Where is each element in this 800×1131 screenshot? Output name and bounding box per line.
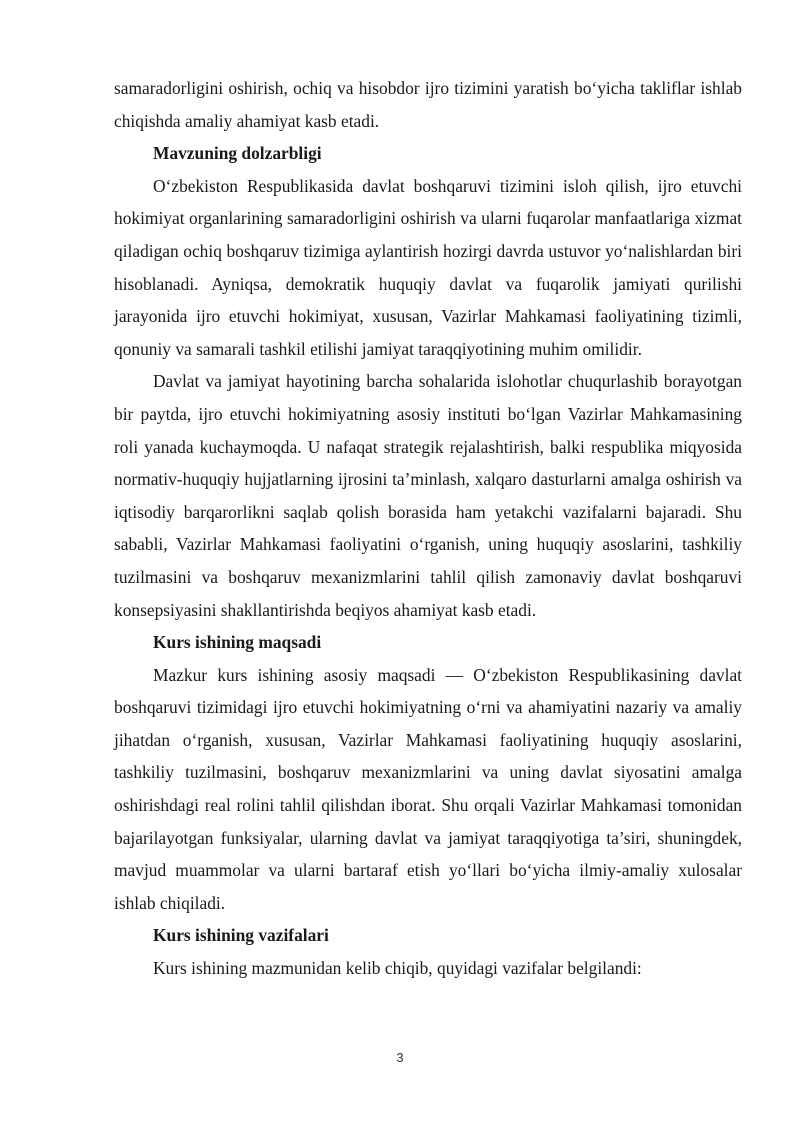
heading-topic-relevance: Mavzuning dolzarbligi <box>153 143 322 164</box>
heading-course-tasks: Kurs ishining vazifalari <box>153 925 329 946</box>
heading-course-goal: Kurs ishining maqsadi <box>153 632 322 653</box>
paragraph-relevance-1: O‘zbekiston Respublikasida davlat boshqaruvi tizimini isloh qilish, ijro etuvchi hokimiyat organlarining samaradorligini oshirish va ularni fuqarolar manfaatlariga xizmat qiladigan ochiq boshqaruv tizimiga aylantirish hozirgi davrda ustuvor yo‘nalishlardan biri hisoblanadi. Ayniqsa, demokratik huquqiy davlat va fuqarolik jamiyati qurilishi jarayonida ijro etuvchi hokimiyat, xususan, Vazirlar Mahkamasi faoliyatining tizimli, qonuniy va samarali tashkil etilishi jamiyat taraqqiyotining muhim omilidir. <box>114 175 742 359</box>
page-number: 3 <box>396 1050 404 1065</box>
paragraph-relevance-2: Davlat va jamiyat hayotining barcha sohalarida islohotlar chuqurlashib borayotgan bir paytda, ijro etuvchi hokimiyatning asosiy instituti bo‘lgan Vazirlar Mahkamasining roli yanada kuchaymoqda. U nafaqat strategik rejalashtirish, balki respublika miqyosida normativ-huquqiy hujjatlarning ijrosini ta’minlash, xalqaro dasturlarni amalga oshirish va iqtisodiy barqarorlikni saqlab qolish borasida ham yetakchi vazifalarni bajaradi. Shu sababli, Vazirlar Mahkamasi faoliyatini o‘rganish, uning huquqiy asoslarini, tashkiliy tuzilmasini va boshqaruv mexanizmlarini tahlil qilish zamonaviy davlat boshqaruvi konsepsiyasini shakllantirishda beqiyos ahamiyat kasb etadi. <box>114 371 742 620</box>
paragraph-course-tasks-intro: Kurs ishining mazmunidan kelib chiqib, quyidagi vazifalar belgilandi: <box>153 958 642 979</box>
paragraph-intro-continuation: samaradorligini oshirish, ochiq va hisobdor ijro tizimini yaratish bo‘yicha takliflar ishlab chiqishda amaliy ahamiyat kasb etadi. <box>114 78 742 131</box>
paragraph-course-goal: Mazkur kurs ishining asosiy maqsadi — O‘zbekiston Respublikasining davlat boshqaruvi tizimidagi ijro etuvchi hokimiyatning o‘rni va ahamiyatini nazariy va amaliy jihatdan o‘rganish, xususan, Vazirlar Mahkamasi faoliyatining huquqiy asoslarini, tashkiliy tuzilmasini, boshqaruv mexanizmlarini va uning davlat siyosatini amalga oshirishdagi real rolini tahlil qilishdan iborat. Shu orqali Vazirlar Mahkamasi tomonidan bajarilayotgan funksiyalar, ularning davlat va jamiyat taraqqiyotiga ta’siri, shuningdek, mavjud muammolar va ularni bartaraf etish yo‘llari bo‘yicha ilmiy-amaliy xulosalar ishlab chiqiladi. <box>114 664 742 913</box>
page-body <box>114 72 742 985</box>
